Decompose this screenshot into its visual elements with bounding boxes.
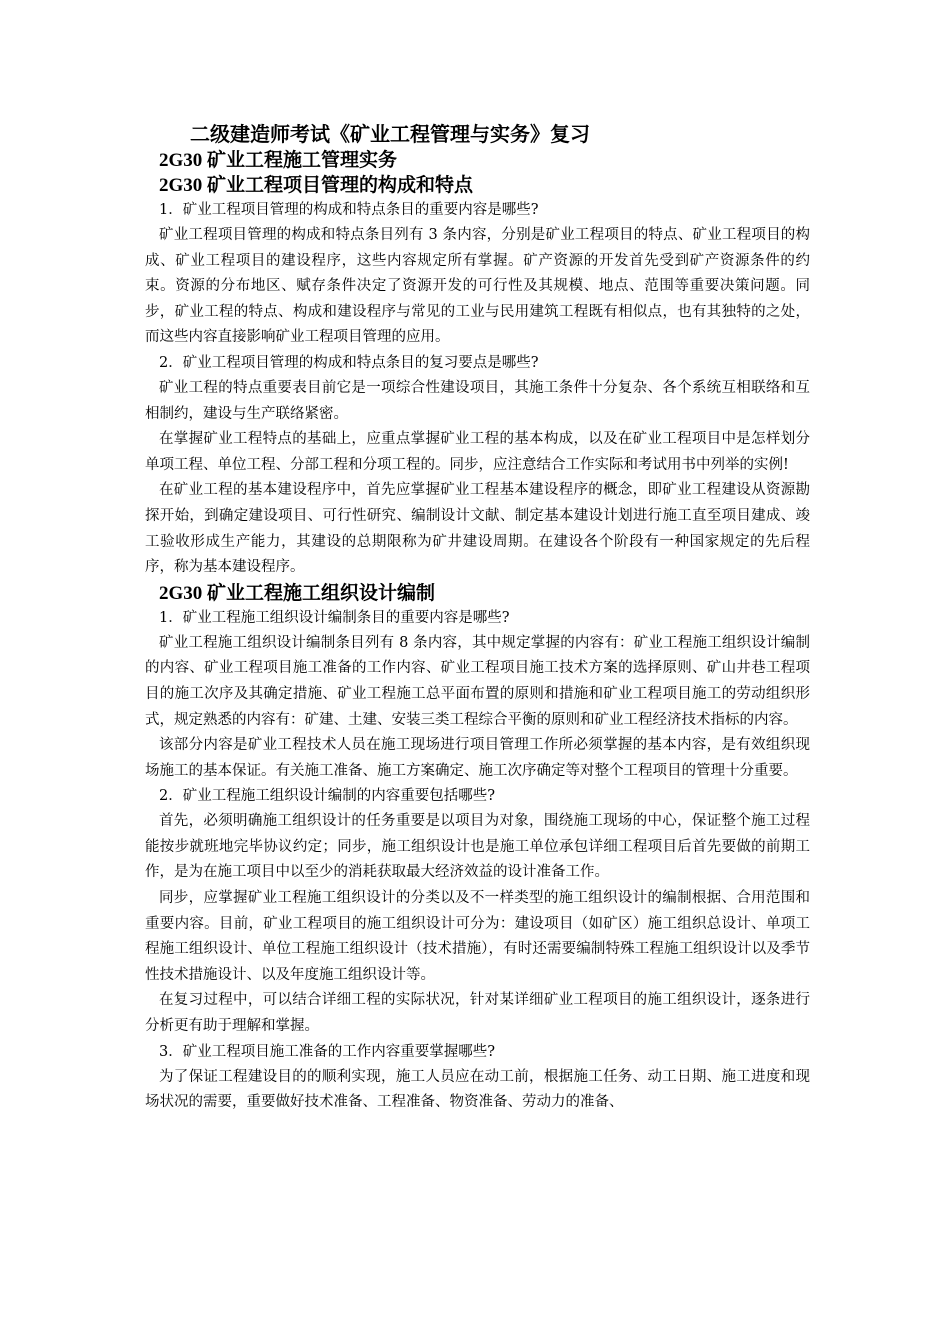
paragraph: 同步，应掌握矿业工程施工组织设计的分类以及不一样类型的施工组织设计的编制根据、合用范围和重要内容。目前，矿业工程项目的施工组织设计可分为：建设项目（如矿区）施工组织总设计、单项工程施工组织设计、单位工程施工组织设计（技术措施），有时还需要编制特殊工程施工组织设计以及季节性技术措施设计、以及年度施工组织设计等。 (145, 890, 810, 983)
section-heading-management-practice: 2G30 矿业工程施工管理实务 (159, 150, 398, 171)
question-2: 2．矿业工程施工组织设计编制的内容重要包括哪些? (159, 788, 495, 805)
document-title: 二级建造师考试《矿业工程管理与实务》复习 (190, 122, 590, 146)
section-heading-construction-design: 2G30 矿业工程施工组织设计编制 (159, 582, 436, 604)
paragraph: 该部分内容是矿业工程技术人员在施工现场进行项目管理工作所必须掌握的基本内容，是有效组织现场施工的基本保证。有关施工准备、施工方案确定、施工次序确定等对整个工程项目的管理十分重要。 (145, 737, 810, 779)
question-3: 3．矿业工程项目施工准备的工作内容重要掌握哪些? (159, 1043, 495, 1060)
paragraph: 矿业工程施工组织设计编制条目列有 8 条内容，其中规定掌握的内容有：矿业工程施工组织设计编制的内容、矿业工程项目施工准备的工作内容、矿业工程项目施工技术方案的选择原则、矿山井巷工程项目的施工次序及其确定措施、矿业工程施工总平面布置的原则和措施和矿业工程项目施工的劳动组织形式，规定熟悉的内容有：矿建、土建、安装三类工程综合平衡的原则和矿业工程经济技术指标的内容。 (145, 634, 810, 728)
question-2: 2．矿业工程项目管理的构成和特点条目的复习要点是哪些? (159, 354, 539, 371)
question-1: 1．矿业工程施工组织设计编制条目的重要内容是哪些? (159, 609, 510, 626)
paragraph: 首先，必须明确施工组织设计的任务重要是以项目为对象，围绕施工现场的中心，保证整个施工过程能按步就班地完毕协议约定；同步，施工组织设计也是施工单位承包详细工程项目后首先要做的前期工作，是为在施工项目中以至少的消耗获取最大经济效益的设计准备工作。 (145, 813, 810, 881)
paragraph: 在矿业工程的基本建设程序中，首先应掌握矿业工程基本建设程序的概念，即矿业工程建设从资源勘探开始，到确定建设项目、可行性研究、编制设计文献、制定基本建设计划进行施工直至项目建成、竣工验收形成生产能力，其建设的总期限称为矿井建设周期。在建设各个阶段有一种国家规定的先后程序，称为基本建设程序。 (145, 482, 810, 576)
document-body (145, 120, 810, 1116)
paragraph: 矿业工程项目管理的构成和特点条目列有 3 条内容，分别是矿业工程项目的特点、矿业工程项目的构成、矿业工程项目的建设程序，这些内容规定所有掌握。矿产资源的开发首先受到矿产资源条件的约束。资源的分布地区、赋存条件决定了资源开发的可行性及其规模、地点、范围等重要决策问题。同步，矿业工程的特点、构成和建设程序与常见的工业与民用建筑工程既有相似点，也有其独特的之处，而这些内容直接影响矿业工程项目管理的应用。 (145, 227, 810, 346)
paragraph: 矿业工程的特点重要表目前它是一项综合性建设项目，其施工条件十分复杂、各个系统互相联络和互相制约，建设与生产联络紧密。 (145, 379, 810, 422)
section-heading-project-composition: 2G30 矿业工程项目管理的构成和特点 (159, 175, 474, 196)
question-1: 1．矿业工程项目管理的构成和特点条目的重要内容是哪些? (159, 202, 539, 218)
paragraph: 在复习过程中，可以结合详细工程的实际状况，针对某详细矿业工程项目的施工组织设计，逐条进行分析更有助于理解和掌握。 (145, 992, 810, 1035)
paragraph: 在掌握矿业工程特点的基础上，应重点掌握矿业工程的基本构成，以及在矿业工程项目中是怎样划分单项工程、单位工程、分部工程和分项工程的。同步，应注意结合工作实际和考试用书中列举的实例! (145, 431, 810, 473)
paragraph: 为了保证工程建设目的的顺利实现，施工人员应在动工前，根据施工任务、动工日期、施工进度和现场状况的需要，重要做好技术准备、工程准备、物资准备、劳动力的准备、 (145, 1068, 810, 1111)
